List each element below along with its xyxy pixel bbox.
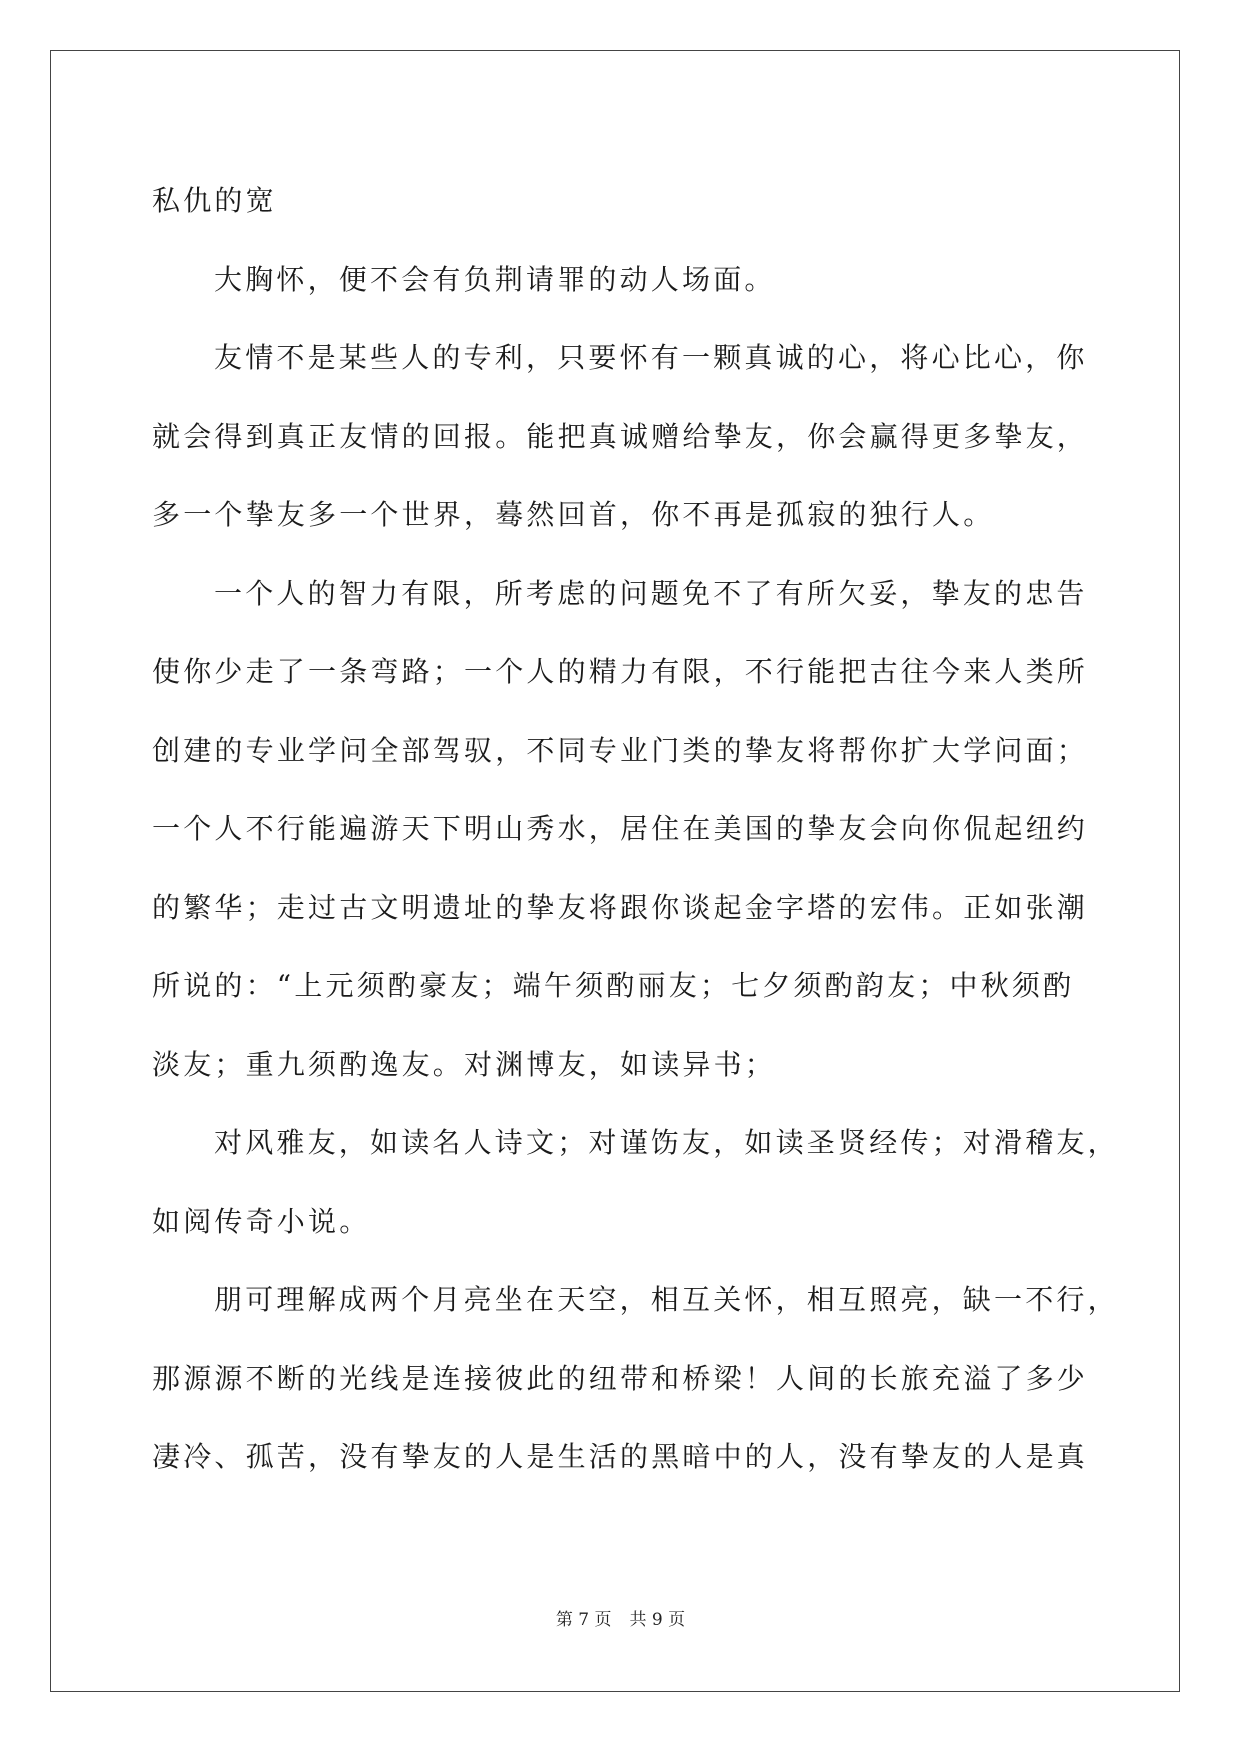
text-line: 朋可理解成两个月亮坐在天空，相互关怀，相互照亮，缺一不行， [214, 1283, 1119, 1316]
text-line: 多一个挚友多一个世界，蓦然回首，你不再是孤寂的独行人。 [152, 498, 995, 531]
text-line: 凄冷、孤苦，没有挚友的人是生活的黑暗中的人，没有挚友的人是真 [152, 1440, 1089, 1473]
text-line: 一个人的智力有限，所考虑的问题免不了有所欠妥，挚友的忠告 [214, 576, 1088, 610]
text-line: 的繁华；走过古文明遗址的挚友将跟你谈起金字塔的宏伟。正如张潮 [152, 890, 1089, 924]
document-body [152, 162, 1119, 1497]
text-line: 所说的：“上元须酌豪友；端午须酌丽友；七夕须酌韵友；中秋须酌 [152, 969, 1075, 1002]
text-line: 大胸怀，便不会有负荆请罪的动人场面。 [214, 262, 776, 296]
text-line: 对风雅友，如读名人诗文；对谨饬友，如读圣贤经传；对滑稽友， [214, 1126, 1119, 1159]
text-line: 友情不是某些人的专利，只要怀有一颗真诚的心，将心比心，你 [214, 341, 1088, 374]
text-line: 一个人不行能遍游天下明山秀水，居住在美国的挚友会向你侃起纽约 [152, 812, 1089, 845]
page-footer [0, 1605, 1241, 1630]
text-line: 私仇的宽 [152, 184, 277, 217]
text-line: 如阅传奇小说。 [152, 1204, 371, 1238]
text-line: 淡友；重九须酌逸友。对渊博友，如读异书； [152, 1047, 777, 1081]
page-number: 第 7 页 [555, 1610, 612, 1630]
text-line: 那源源不断的光线是连接彼此的纽带和桥梁！人间的长旅充溢了多少 [152, 1361, 1089, 1395]
text-line: 使你少走了一条弯路；一个人的精力有限，不行能把古往今来人类所 [152, 655, 1089, 688]
page-total: 共 9 页 [629, 1610, 686, 1630]
text-line: 就会得到真正友情的回报。能把真诚赠给挚友，你会赢得更多挚友， [152, 419, 1089, 453]
text-line: 创建的专业学问全部驾驭，不同专业门类的挚友将帮你扩大学问面； [152, 733, 1089, 767]
